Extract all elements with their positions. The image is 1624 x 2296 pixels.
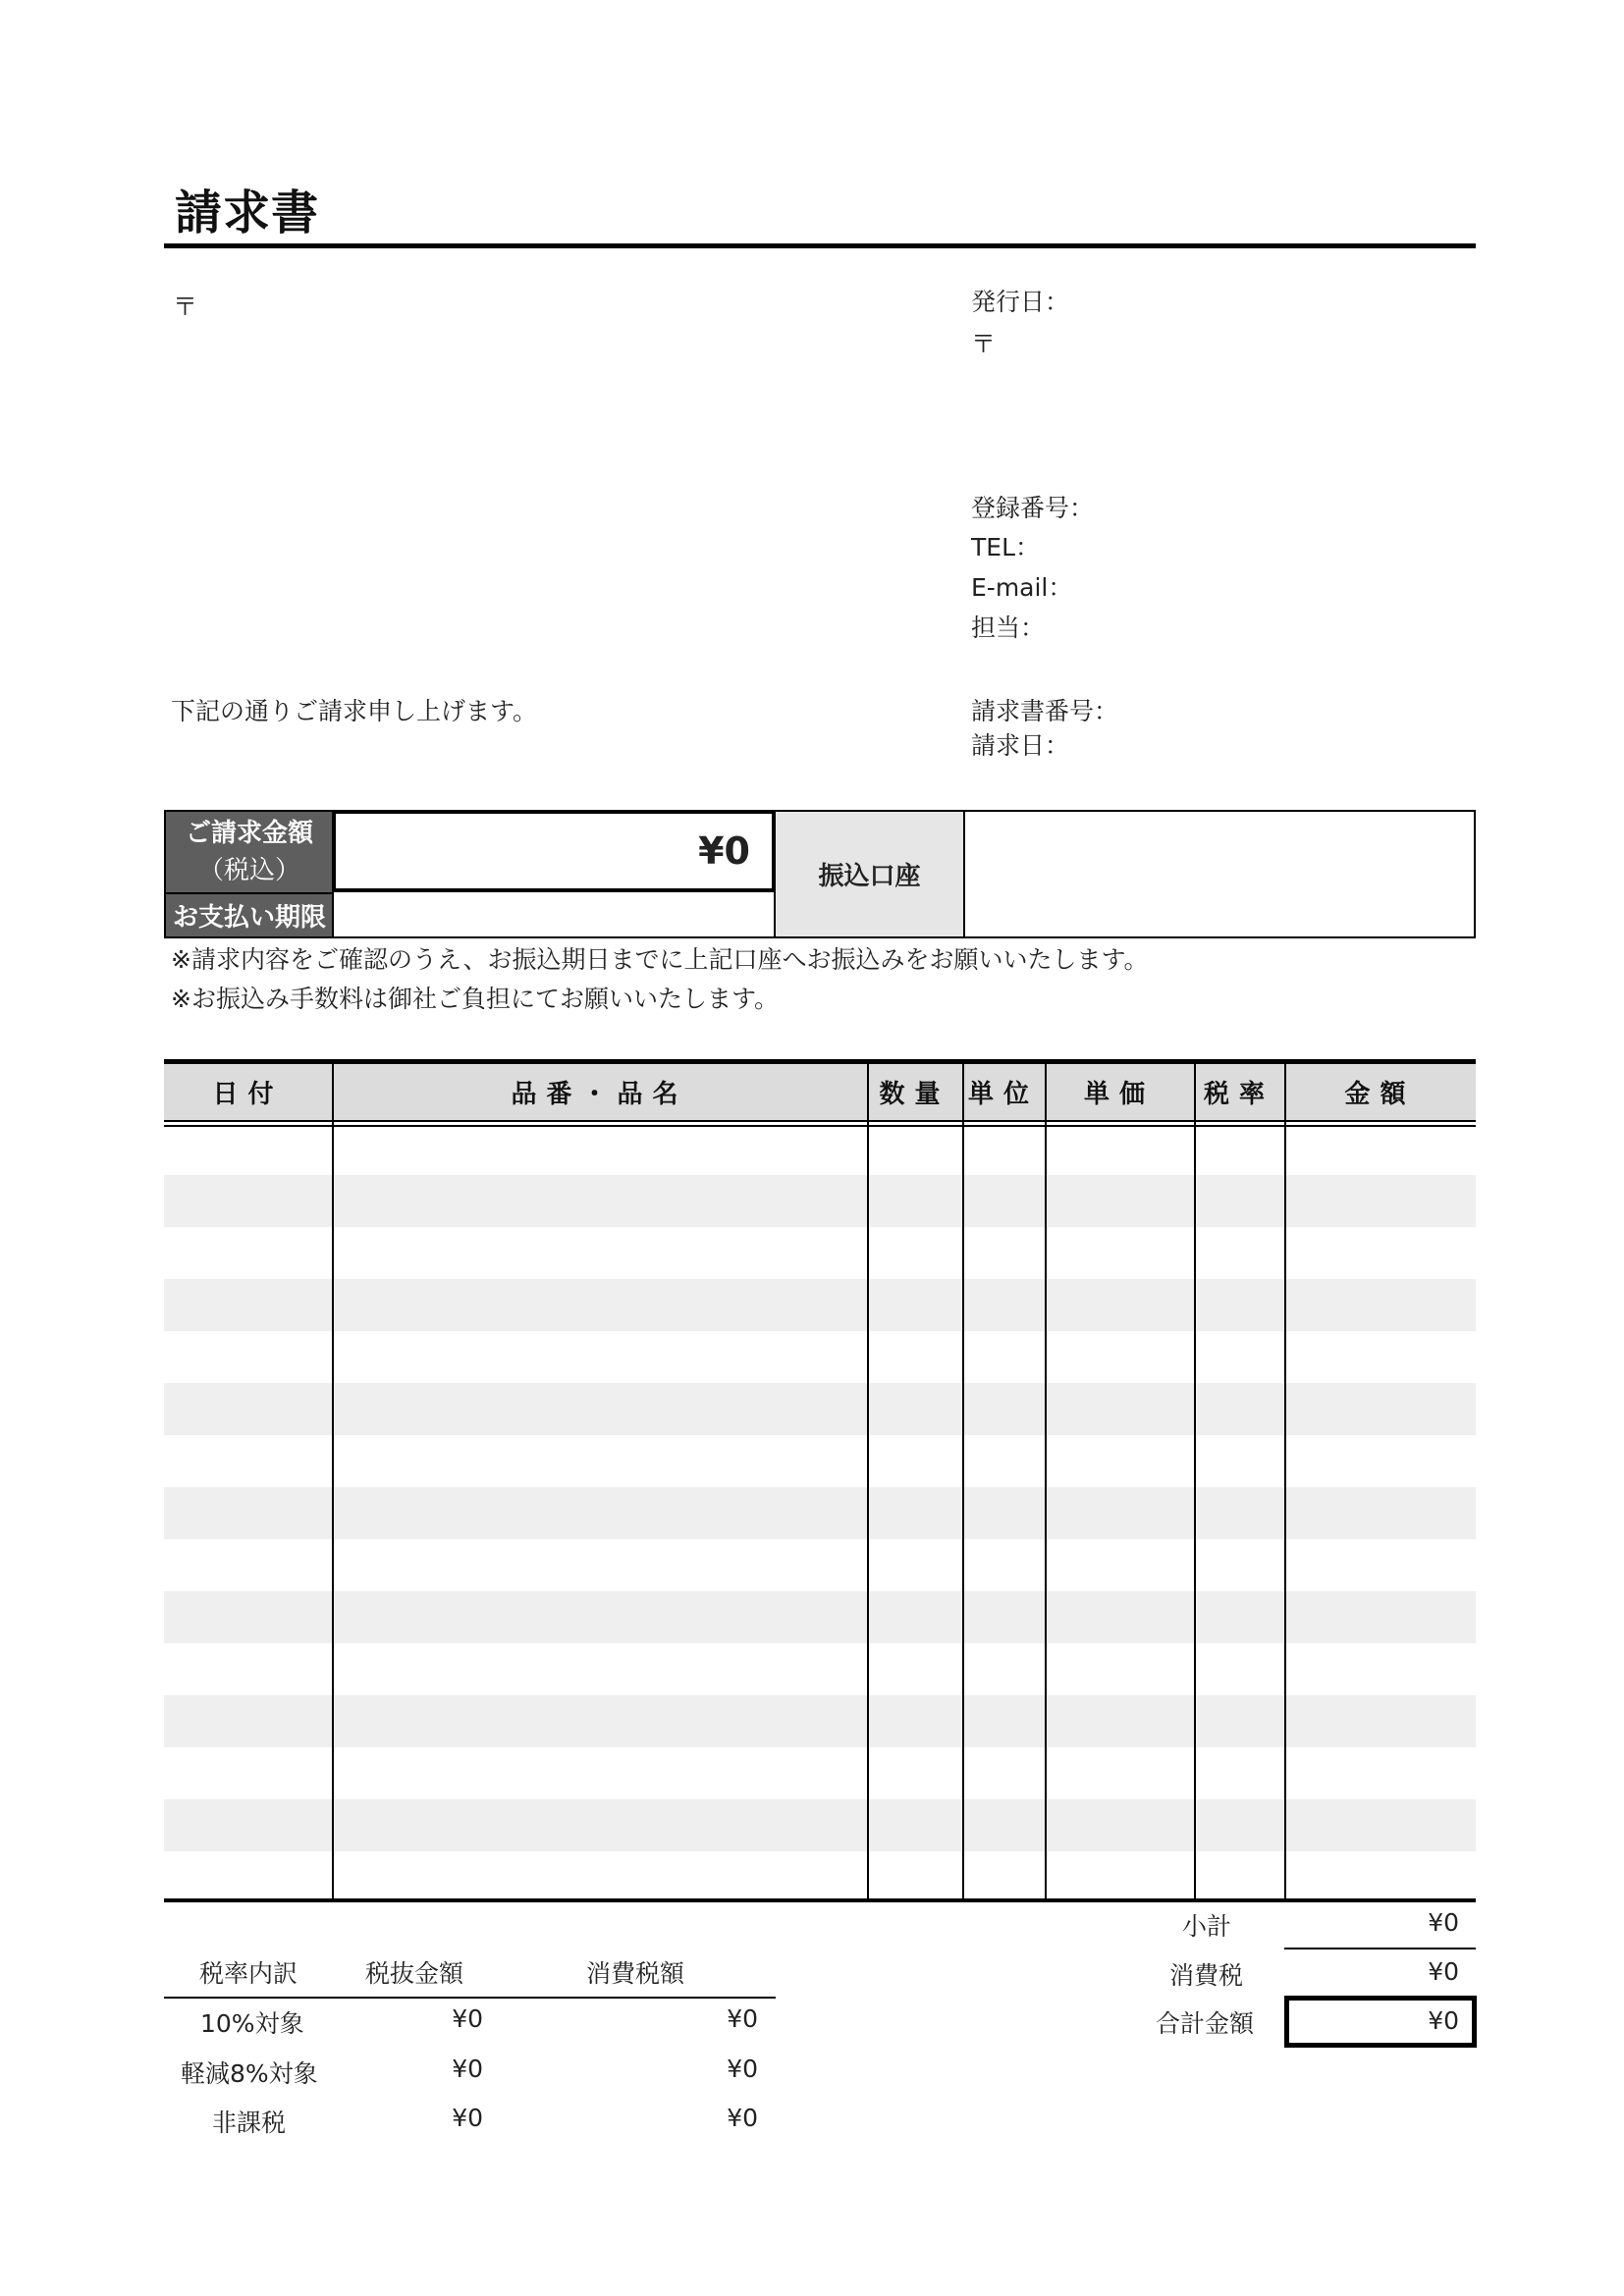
column-divider bbox=[1045, 1059, 1047, 1900]
subtotal-rule bbox=[1284, 1948, 1476, 1949]
document-title: 請求書 bbox=[175, 186, 320, 240]
table-row-stripe bbox=[164, 1695, 1476, 1747]
amount-label-line1: ご請求金額 bbox=[185, 819, 313, 848]
invoice-no-label: 請求書番号： bbox=[971, 697, 1119, 725]
header-unit: 単位 bbox=[967, 1080, 1039, 1109]
issue-date-label: 発行日： bbox=[971, 288, 1070, 316]
tax-row-net: ¥0 bbox=[452, 2104, 483, 2132]
header-tax-rate: 税率 bbox=[1203, 1080, 1274, 1109]
tax-row-label: 軽減8%対象 bbox=[181, 2059, 318, 2088]
amount-label-line2: （税込） bbox=[197, 856, 300, 885]
header-unit-price: 単価 bbox=[1083, 1080, 1155, 1109]
tax-label: 消費税 bbox=[1169, 1961, 1244, 1990]
bank-label: 振込口座 bbox=[776, 812, 965, 936]
tax-breakdown-header-net: 税抜金額 bbox=[365, 1959, 464, 1988]
tax-breakdown-rule bbox=[164, 1997, 776, 1999]
subtotal-label: 小計 bbox=[1182, 1912, 1232, 1941]
subtotal-value: ¥0 bbox=[1428, 1908, 1459, 1937]
header-quantity: 数量 bbox=[879, 1080, 950, 1109]
bank-value[interactable] bbox=[965, 812, 1474, 936]
table-bottom-rule bbox=[164, 1898, 1476, 1902]
header-double-rule bbox=[164, 1120, 1476, 1122]
note-line: ※請求内容をご確認のうえ、お振込期日までに上記口座へお振込みをお願いいたします。 bbox=[171, 945, 1149, 974]
table-row-stripe bbox=[164, 1799, 1476, 1851]
intro-text: 下記の通りご請求申し上げます。 bbox=[171, 697, 538, 725]
tax-row-label: 非課税 bbox=[212, 2109, 287, 2137]
column-divider bbox=[867, 1059, 869, 1900]
table-row-stripe bbox=[164, 1175, 1476, 1227]
table-row-stripe bbox=[164, 1279, 1476, 1331]
column-divider bbox=[962, 1059, 964, 1900]
total-label: 合計金額 bbox=[1156, 2009, 1255, 2038]
tax-row-tax: ¥0 bbox=[727, 2055, 758, 2083]
column-divider bbox=[332, 1059, 334, 1900]
tax-value: ¥0 bbox=[1428, 1957, 1459, 1986]
total-value: ¥0 bbox=[1428, 2006, 1459, 2035]
recipient-postal-mark: 〒 bbox=[173, 293, 198, 321]
table-row-stripe bbox=[164, 1591, 1476, 1643]
note-line: ※お振込み手数料は御社ご負担にてお願いいたします。 bbox=[171, 985, 779, 1013]
registration-no-label: 登録番号： bbox=[971, 494, 1095, 522]
table-row-stripe bbox=[164, 1487, 1476, 1539]
amount-value[interactable]: ¥0 bbox=[332, 810, 776, 892]
header-amount: 金額 bbox=[1344, 1080, 1416, 1109]
invoice-date-label: 請求日： bbox=[971, 731, 1070, 760]
tax-row-tax: ¥0 bbox=[727, 2104, 758, 2132]
issuer-postal-mark: 〒 bbox=[971, 330, 997, 358]
tax-breakdown-header-rate: 税率内訳 bbox=[199, 1959, 298, 1988]
header-item: 品番・品名 bbox=[511, 1080, 688, 1109]
tel-label: TEL： bbox=[971, 533, 1040, 561]
tax-row-net: ¥0 bbox=[452, 2055, 483, 2083]
table-row-stripe bbox=[164, 1383, 1476, 1435]
due-value[interactable] bbox=[332, 892, 776, 938]
header-double-rule bbox=[164, 1125, 1476, 1127]
due-label: お支払い期限 bbox=[166, 892, 333, 936]
tax-breakdown-header-tax: 消費税額 bbox=[586, 1959, 685, 1988]
column-divider bbox=[1194, 1059, 1196, 1900]
items-table-header bbox=[164, 1059, 1476, 1120]
title-underline bbox=[164, 243, 1476, 248]
amount-label bbox=[166, 812, 333, 892]
column-divider bbox=[1284, 1059, 1286, 1900]
tax-row-net: ¥0 bbox=[452, 2004, 483, 2033]
email-label: E-mail： bbox=[971, 573, 1073, 602]
person-label: 担当： bbox=[971, 614, 1046, 642]
header-date: 日付 bbox=[212, 1080, 284, 1109]
tax-row-label: 10%対象 bbox=[200, 2009, 304, 2038]
tax-row-tax: ¥0 bbox=[727, 2004, 758, 2033]
